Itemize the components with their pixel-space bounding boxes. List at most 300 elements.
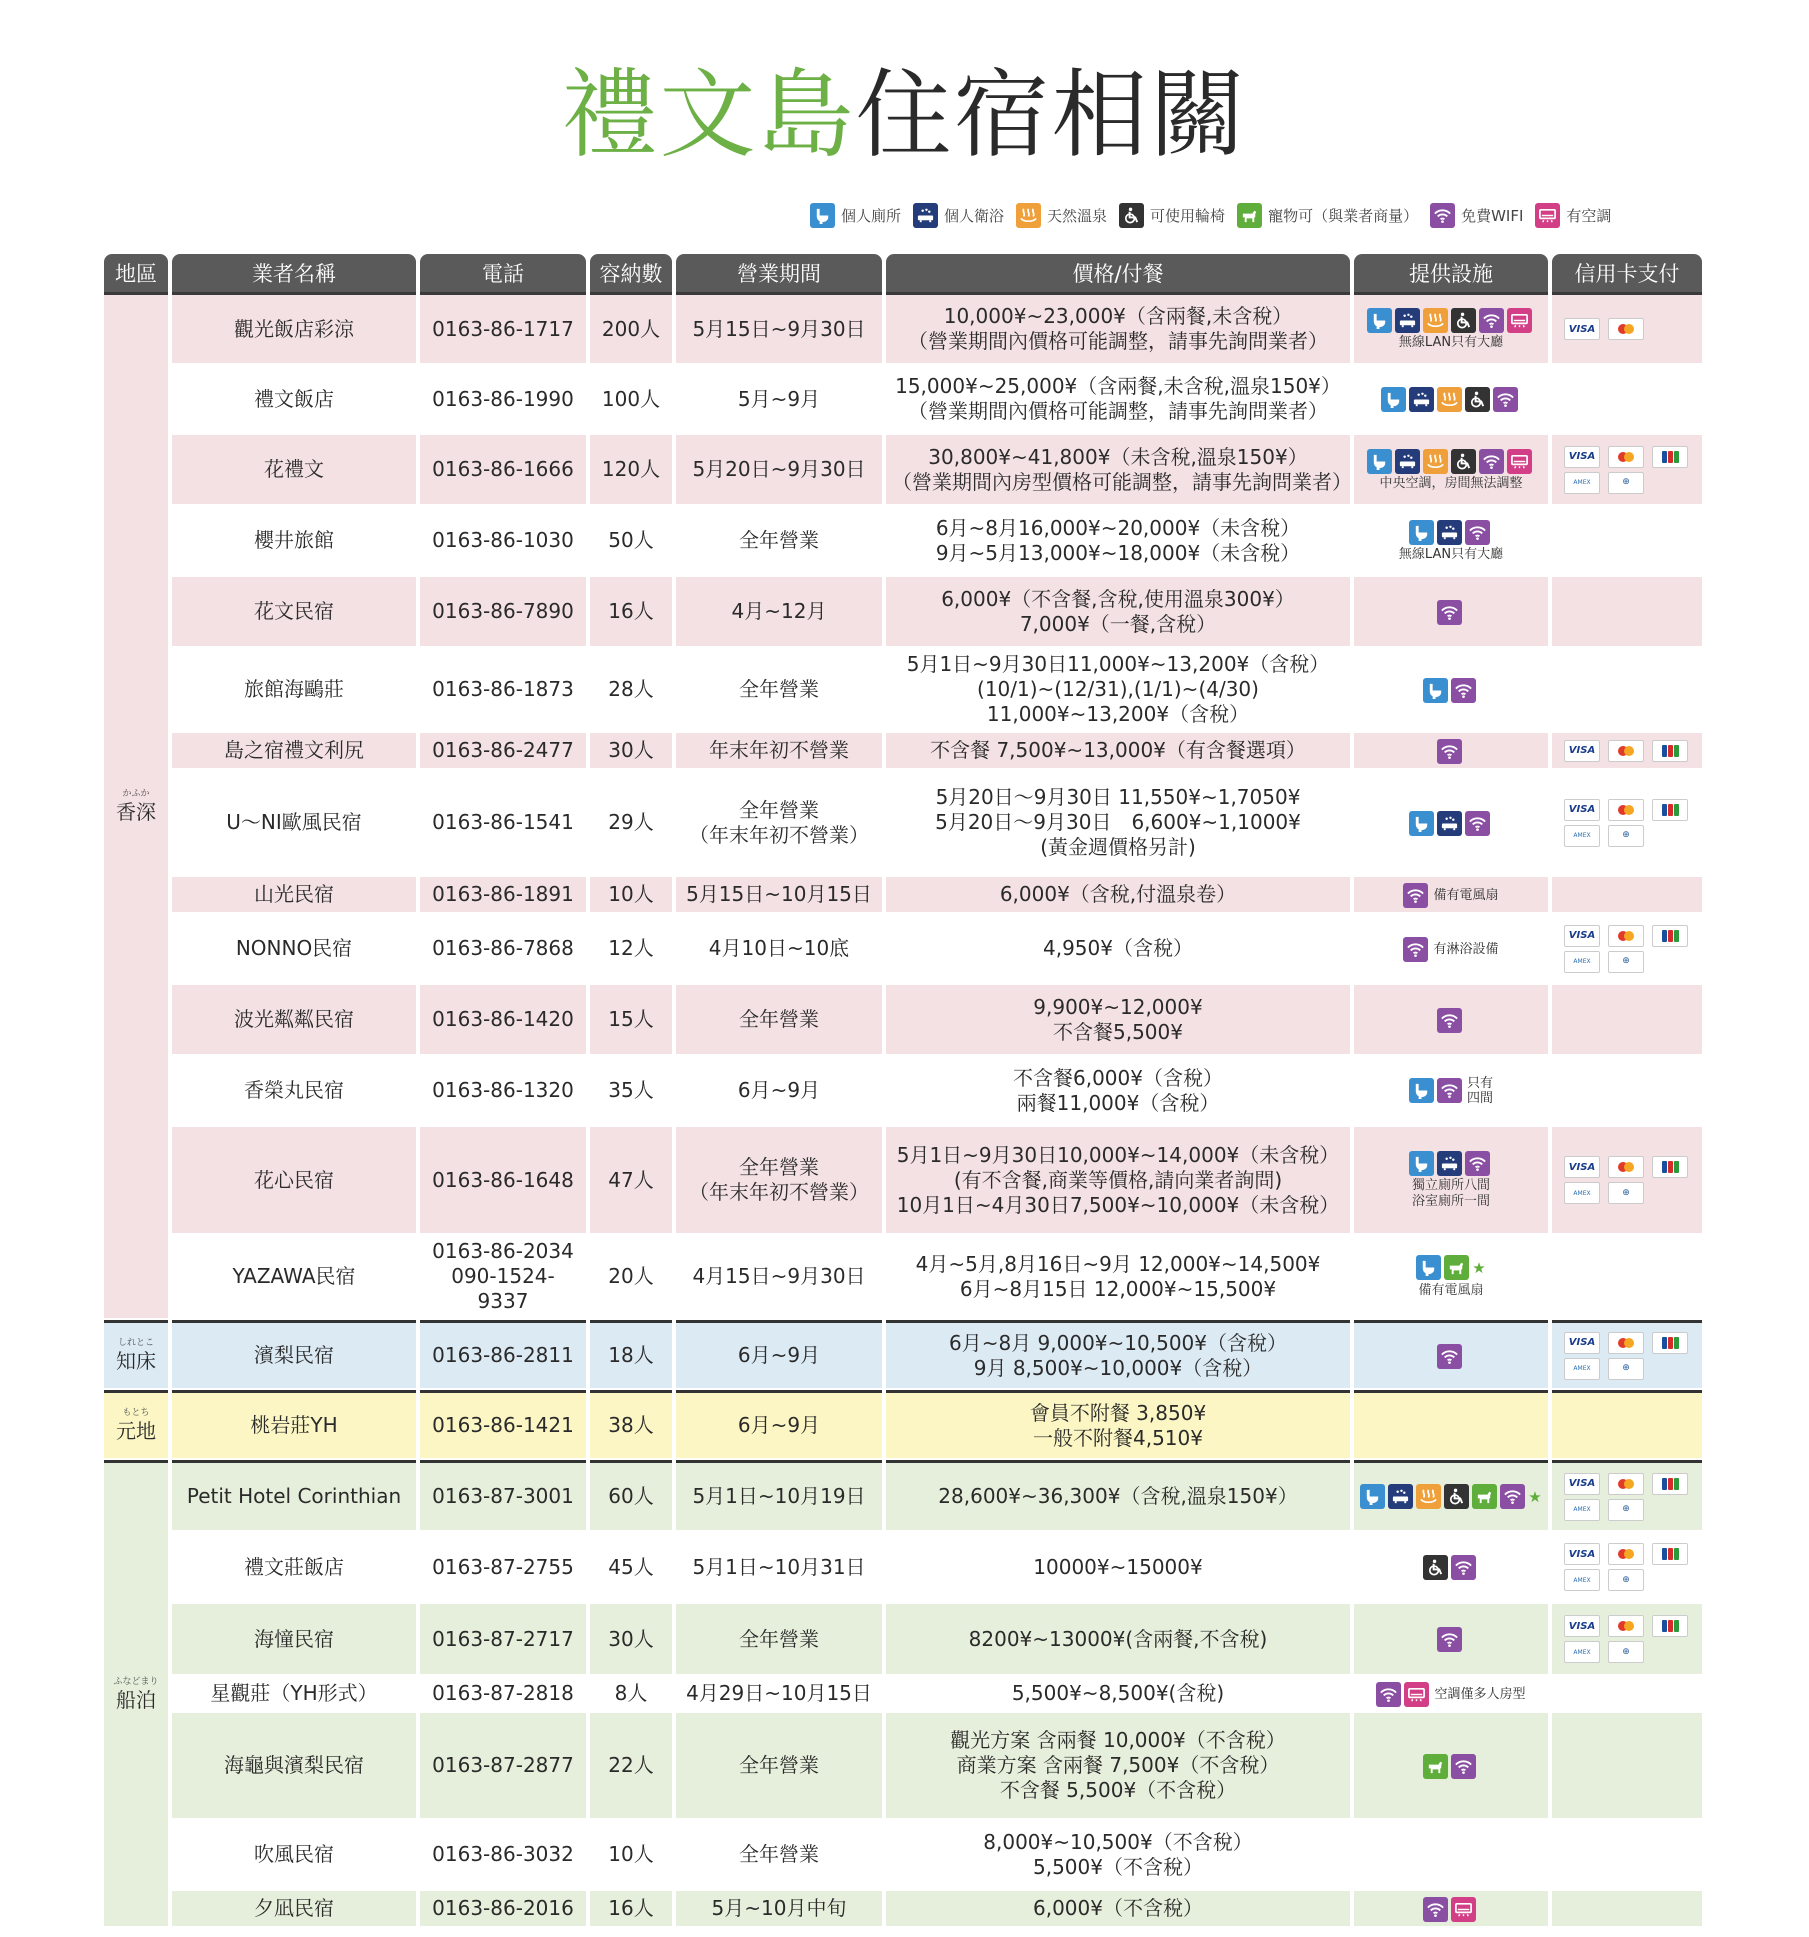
column-header: 信用卡支付 — [1552, 254, 1702, 295]
business-period: 5月~10月中旬 — [676, 1891, 882, 1928]
business-name: 禮文莊飯店 — [172, 1532, 416, 1604]
facilities-cell — [1354, 1820, 1548, 1891]
capacity: 35人 — [590, 1056, 672, 1127]
phone-number: 0163-86-7890 — [420, 577, 586, 648]
capacity: 18人 — [590, 1320, 672, 1390]
bath-icon — [913, 203, 938, 228]
legend-label: 可使用輪椅 — [1150, 206, 1226, 225]
facilities-cell — [1354, 1532, 1548, 1604]
facilities-cell — [1354, 1891, 1548, 1928]
business-period: 5月15日~9月30日 — [676, 295, 882, 365]
facility-note: 獨立廁所八間 浴室廁所一間 — [1411, 1178, 1490, 1209]
business-name: 櫻井旅館 — [172, 506, 416, 577]
credit-card-cell — [1552, 877, 1702, 914]
toilet-icon — [1409, 520, 1434, 545]
column-header: 容納數 — [590, 254, 672, 295]
table-row — [104, 506, 1702, 577]
credit-cards — [1558, 740, 1696, 762]
facilities-cell — [1354, 1127, 1548, 1235]
legend-item — [913, 203, 1004, 228]
bath-icon — [1395, 449, 1420, 474]
wifi-icon — [1437, 600, 1462, 625]
mastercard-icon — [1608, 1615, 1644, 1637]
table-row — [104, 577, 1702, 648]
wheelchair-icon — [1451, 308, 1476, 333]
facility-note: 備有電風扇 — [1433, 887, 1499, 903]
phone-number: 0163-86-3032 — [420, 1820, 586, 1891]
business-period: 5月15日~10月15日 — [676, 877, 882, 914]
facilities-cell — [1354, 877, 1548, 914]
amex-card-icon: AMEX — [1564, 1499, 1600, 1521]
business-period: 全年營業 — [676, 985, 882, 1056]
table-row — [104, 648, 1702, 733]
capacity: 16人 — [590, 577, 672, 648]
capacity: 100人 — [590, 365, 672, 435]
price-meals: 6,000¥（不含稅） — [886, 1891, 1350, 1928]
business-period: 4月15日~9月30日 — [676, 1235, 882, 1320]
toilet-icon — [1367, 308, 1392, 333]
wifi-icon — [1500, 1484, 1525, 1509]
table-row — [104, 877, 1702, 914]
facilities-cell — [1354, 985, 1548, 1056]
phone-number: 0163-86-1990 — [420, 365, 586, 435]
facilities-cell — [1354, 1320, 1548, 1390]
legend-label: 免費WIFI — [1461, 206, 1524, 225]
diners-club-card-icon: ⊕ — [1608, 1358, 1644, 1380]
onsen-icon — [1423, 308, 1448, 333]
business-period: 5月1日~10月31日 — [676, 1532, 882, 1604]
region-name: 船泊 — [116, 1688, 156, 1712]
wheelchair-icon — [1444, 1484, 1469, 1509]
wifi-icon — [1430, 203, 1455, 228]
diners-club-card-icon: ⊕ — [1608, 1182, 1644, 1204]
onsen-icon — [1416, 1484, 1441, 1509]
business-name: 花禮文 — [172, 435, 416, 506]
business-period: 4月29日~10月15日 — [676, 1676, 882, 1713]
business-period: 6月~9月 — [676, 1056, 882, 1127]
toilet-icon — [810, 203, 835, 228]
column-header: 地區 — [104, 254, 168, 295]
capacity: 200人 — [590, 295, 672, 365]
table-row — [104, 1235, 1702, 1320]
phone-number: 0163-86-2034 090-1524-9337 — [420, 1235, 586, 1320]
credit-card-cell — [1552, 1532, 1702, 1604]
phone-number: 0163-86-1030 — [420, 506, 586, 577]
ac-icon — [1404, 1682, 1429, 1707]
jcb-card-icon — [1652, 799, 1688, 821]
business-name: U～NI歐風民宿 — [172, 770, 416, 877]
business-period: 全年營業 — [676, 1820, 882, 1891]
capacity: 30人 — [590, 1604, 672, 1676]
mastercard-icon — [1608, 1543, 1644, 1565]
credit-cards — [1558, 1615, 1696, 1663]
credit-cards — [1558, 925, 1696, 973]
legend-label: 天然溫泉 — [1047, 206, 1108, 225]
business-period: 全年營業 （年末年初不營業） — [676, 770, 882, 877]
credit-card-cell — [1552, 1320, 1702, 1390]
business-name: 禮文飯店 — [172, 365, 416, 435]
price-meals: 9,900¥~12,000¥ 不含餐5,500¥ — [886, 985, 1350, 1056]
facility-note: 空調僅多人房型 — [1434, 1686, 1526, 1702]
visa-card-icon: VISA — [1564, 1332, 1600, 1354]
price-meals: 10,000¥~23,000¥（含兩餐,未含稅） （營業期間內價格可能調整，請事先詢問業者） — [886, 295, 1350, 365]
wifi-icon — [1437, 1078, 1462, 1103]
phone-number: 0163-86-2016 — [420, 1891, 586, 1928]
facilities-cell — [1354, 1460, 1548, 1532]
column-header: 價格/付餐 — [886, 254, 1350, 295]
facilities-cell — [1354, 733, 1548, 770]
price-meals: 6月~8月16,000¥~20,000¥（未含稅） 9月~5月13,000¥~18,000¥（未含稅） — [886, 506, 1350, 577]
business-period: 全年營業 — [676, 648, 882, 733]
wheelchair-icon — [1465, 387, 1490, 412]
region-name: 知床 — [116, 1349, 156, 1373]
visa-card-icon: VISA — [1564, 1615, 1600, 1637]
facilities-cell — [1354, 1056, 1548, 1127]
visa-card-icon: VISA — [1564, 318, 1600, 340]
wifi-icon — [1493, 387, 1518, 412]
capacity: 16人 — [590, 1891, 672, 1928]
onsen-icon — [1437, 387, 1462, 412]
credit-card-cell — [1552, 1235, 1702, 1320]
credit-card-cell — [1552, 733, 1702, 770]
wheelchair-icon — [1119, 203, 1144, 228]
wifi-icon — [1437, 1344, 1462, 1369]
credit-cards — [1558, 446, 1696, 494]
column-header: 提供設施 — [1354, 254, 1548, 295]
bath-icon — [1437, 811, 1462, 836]
table-row — [104, 1460, 1702, 1532]
mastercard-icon — [1608, 1473, 1644, 1495]
mastercard-icon — [1608, 1332, 1644, 1354]
price-meals: 5月1日~9月30日10,000¥~14,000¥（未含稅） (有不含餐,商業等價格,請向業者詢問) 10月1日~4月30日7,500¥~10,000¥（未含稅） — [886, 1127, 1350, 1235]
jcb-card-icon — [1652, 1156, 1688, 1178]
phone-number: 0163-86-1541 — [420, 770, 586, 877]
facilities-cell — [1354, 1390, 1548, 1460]
legend-item — [1016, 203, 1107, 228]
table-row — [104, 733, 1702, 770]
table-row — [104, 1390, 1702, 1460]
toilet-icon — [1423, 678, 1448, 703]
table-row — [104, 914, 1702, 985]
capacity: 38人 — [590, 1390, 672, 1460]
table-header — [104, 254, 1702, 295]
jcb-card-icon — [1652, 1473, 1688, 1495]
business-name: 旅館海鷗莊 — [172, 648, 416, 733]
table-row — [104, 365, 1702, 435]
phone-number: 0163-87-2717 — [420, 1604, 586, 1676]
price-meals: 6月~8月 9,000¥~10,500¥（含稅） 9月 8,500¥~10,000¥（含稅） — [886, 1320, 1350, 1390]
wifi-icon — [1465, 520, 1490, 545]
amex-card-icon: AMEX — [1564, 1641, 1600, 1663]
price-meals: 30,800¥~41,800¥（未含稅,溫泉150¥） （營業期間內房型價格可能調整，請事先詢問業者） — [886, 435, 1350, 506]
facility-legend — [810, 198, 1623, 232]
table-row — [104, 1713, 1702, 1820]
capacity: 10人 — [590, 877, 672, 914]
price-meals: 8,000¥~10,500¥（不含稅） 5,500¥（不含稅） — [886, 1820, 1350, 1891]
phone-number: 0163-87-2755 — [420, 1532, 586, 1604]
facility-note: 中央空調，房間無法調整 — [1379, 475, 1523, 491]
onsen-icon — [1016, 203, 1041, 228]
toilet-icon — [1381, 387, 1406, 412]
mastercard-icon — [1608, 740, 1644, 762]
jcb-card-icon — [1652, 925, 1688, 947]
legend-item — [1119, 203, 1225, 228]
diners-club-card-icon: ⊕ — [1608, 951, 1644, 973]
capacity: 60人 — [590, 1460, 672, 1532]
capacity: 47人 — [590, 1127, 672, 1235]
phone-number: 0163-86-2477 — [420, 733, 586, 770]
business-period: 4月10日~10底 — [676, 914, 882, 985]
facilities-cell — [1354, 1676, 1548, 1713]
visa-card-icon: VISA — [1564, 740, 1600, 762]
business-name: 觀光飯店彩涼 — [172, 295, 416, 365]
wifi-icon — [1423, 1897, 1448, 1922]
credit-card-cell — [1552, 1713, 1702, 1820]
table-row — [104, 1127, 1702, 1235]
diners-club-card-icon: ⊕ — [1608, 472, 1644, 494]
credit-card-cell — [1552, 1127, 1702, 1235]
facilities-cell — [1354, 295, 1548, 365]
region-cell — [104, 1320, 168, 1390]
ac-icon — [1451, 1897, 1476, 1922]
amex-card-icon: AMEX — [1564, 1358, 1600, 1380]
region-ruby: もとち — [122, 1408, 150, 1418]
business-name: Petit Hotel Corinthian — [172, 1460, 416, 1532]
wifi-icon — [1451, 678, 1476, 703]
wifi-icon — [1437, 1627, 1462, 1652]
wifi-icon — [1465, 1151, 1490, 1176]
business-name: 波光粼粼民宿 — [172, 985, 416, 1056]
capacity: 8人 — [590, 1676, 672, 1713]
wifi-icon — [1376, 1682, 1401, 1707]
capacity: 15人 — [590, 985, 672, 1056]
business-period: 6月~9月 — [676, 1390, 882, 1460]
credit-card-cell — [1552, 914, 1702, 985]
visa-card-icon: VISA — [1564, 446, 1600, 468]
business-name: 山光民宿 — [172, 877, 416, 914]
price-meals: 不含餐6,000¥（含稅） 兩餐11,000¥（含稅） — [886, 1056, 1350, 1127]
price-meals: 8200¥~13000¥(含兩餐,不含稅) — [886, 1604, 1350, 1676]
capacity: 20人 — [590, 1235, 672, 1320]
ac-icon — [1507, 449, 1532, 474]
toilet-icon — [1409, 811, 1434, 836]
table-row — [104, 1056, 1702, 1127]
mastercard-icon — [1608, 446, 1644, 468]
business-name: 濱梨民宿 — [172, 1320, 416, 1390]
facilities-cell — [1354, 435, 1548, 506]
phone-number: 0163-86-1320 — [420, 1056, 586, 1127]
phone-number: 0163-86-1873 — [420, 648, 586, 733]
facilities-cell — [1354, 365, 1548, 435]
price-meals: 觀光方案 含兩餐 10,000¥（不含稅） 商業方案 含兩餐 7,500¥（不含稅） 不含餐 5,500¥（不含稅） — [886, 1713, 1350, 1820]
region-cell — [104, 1390, 168, 1460]
business-name: 桃岩莊YH — [172, 1390, 416, 1460]
wifi-icon — [1479, 308, 1504, 333]
region-cell — [104, 1460, 168, 1928]
credit-card-cell — [1552, 365, 1702, 435]
amex-card-icon: AMEX — [1564, 951, 1600, 973]
capacity: 120人 — [590, 435, 672, 506]
business-name: 吹風民宿 — [172, 1820, 416, 1891]
region-ruby: かふか — [122, 789, 150, 799]
price-meals: 5,500¥~8,500¥(含稅) — [886, 1676, 1350, 1713]
price-meals: 5月1日~9月30日11,000¥~13,200¥（含稅） (10/1)~(12/31),(1/1)~(4/30) 11,000¥~13,200¥（含稅） — [886, 648, 1350, 733]
pet-icon — [1444, 1255, 1469, 1280]
bath-icon — [1395, 308, 1420, 333]
table-row — [104, 1604, 1702, 1676]
capacity: 10人 — [590, 1820, 672, 1891]
facilities-cell — [1354, 506, 1548, 577]
jcb-card-icon — [1652, 1543, 1688, 1565]
credit-cards — [1558, 318, 1696, 340]
facility-note: 有淋浴設備 — [1433, 941, 1499, 957]
legend-item — [1237, 203, 1418, 228]
price-meals: 6,000¥（含稅,付溫泉卷） — [886, 877, 1350, 914]
region-ruby: しれとこ — [117, 1338, 154, 1348]
price-meals: 5月20日～9月30日 11,550¥~1,7050¥ 5月20日～9月30日 6,600¥~1,1000¥ (黃金週價格另計) — [886, 770, 1350, 877]
facilities-cell — [1354, 577, 1548, 648]
facility-note: 只有 四間 — [1466, 1075, 1493, 1106]
legend-item — [1535, 203, 1611, 228]
diners-club-card-icon: ⊕ — [1608, 1569, 1644, 1591]
facilities-cell — [1354, 770, 1548, 877]
pet-icon — [1472, 1484, 1497, 1509]
table-row — [104, 1891, 1702, 1928]
table-row — [104, 770, 1702, 877]
credit-card-cell — [1552, 1056, 1702, 1127]
visa-card-icon: VISA — [1564, 1156, 1600, 1178]
facilities-cell — [1354, 914, 1548, 985]
price-meals: 會員不附餐 3,850¥ 一般不附餐4,510¥ — [886, 1390, 1350, 1460]
jcb-card-icon — [1652, 446, 1688, 468]
wifi-icon — [1465, 811, 1490, 836]
capacity: 45人 — [590, 1532, 672, 1604]
toilet-icon — [1409, 1151, 1434, 1176]
business-period: 6月~9月 — [676, 1320, 882, 1390]
price-meals: 10000¥~15000¥ — [886, 1532, 1350, 1604]
visa-card-icon: VISA — [1564, 1473, 1600, 1495]
credit-card-cell — [1552, 1891, 1702, 1928]
facilities-cell — [1354, 1604, 1548, 1676]
business-period: 5月20日~9月30日 — [676, 435, 882, 506]
phone-number: 0163-86-1666 — [420, 435, 586, 506]
wheelchair-icon — [1451, 449, 1476, 474]
bath-icon — [1437, 520, 1462, 545]
business-period: 5月~9月 — [676, 365, 882, 435]
capacity: 29人 — [590, 770, 672, 877]
region-cell — [104, 295, 168, 1320]
business-period: 5月1日~10月19日 — [676, 1460, 882, 1532]
facility-note: 無線LAN只有大廳 — [1398, 335, 1504, 350]
wheelchair-icon — [1423, 1555, 1448, 1580]
credit-card-cell — [1552, 1390, 1702, 1460]
business-period: 全年營業 — [676, 506, 882, 577]
credit-card-cell — [1552, 1820, 1702, 1891]
table-row — [104, 1676, 1702, 1713]
legend-label: 個人廁所 — [841, 206, 902, 225]
pet-icon — [1237, 203, 1262, 228]
visa-card-icon: VISA — [1564, 799, 1600, 821]
credit-card-cell — [1552, 648, 1702, 733]
mastercard-icon — [1608, 799, 1644, 821]
wifi-icon — [1403, 883, 1428, 908]
mastercard-icon — [1608, 925, 1644, 947]
star-icon: ★ — [1528, 1488, 1542, 1506]
ac-icon — [1507, 308, 1532, 333]
region-ruby: ふなどまり — [113, 1677, 159, 1687]
diners-club-card-icon: ⊕ — [1608, 1641, 1644, 1663]
facilities-cell — [1354, 648, 1548, 733]
business-name: 海憧民宿 — [172, 1604, 416, 1676]
business-name: YAZAWA民宿 — [172, 1235, 416, 1320]
table-row — [104, 435, 1702, 506]
wifi-icon — [1451, 1555, 1476, 1580]
facility-note: 無線LAN只有大廳 — [1398, 546, 1504, 562]
legend-label: 寵物可（與業者商量） — [1268, 206, 1419, 225]
mastercard-icon — [1608, 318, 1644, 340]
jcb-card-icon — [1652, 740, 1688, 762]
wifi-icon — [1437, 1008, 1462, 1033]
jcb-card-icon — [1652, 1332, 1688, 1354]
facilities-cell — [1354, 1713, 1548, 1820]
amex-card-icon: AMEX — [1564, 1569, 1600, 1591]
capacity: 12人 — [590, 914, 672, 985]
page-title: 禮文島住宿相關 — [561, 59, 1248, 171]
toilet-icon — [1409, 1078, 1434, 1103]
credit-card-cell — [1552, 985, 1702, 1056]
amex-card-icon: AMEX — [1564, 1182, 1600, 1204]
price-meals: 6,000¥（不含餐,含稅,使用溫泉300¥） 7,000¥（一餐,含稅） — [886, 577, 1350, 648]
toilet-icon — [1367, 449, 1392, 474]
diners-club-card-icon: ⊕ — [1608, 1499, 1644, 1521]
credit-card-cell — [1552, 435, 1702, 506]
price-meals: 28,600¥~36,300¥（含稅,溫泉150¥） — [886, 1460, 1350, 1532]
phone-number: 0163-86-1891 — [420, 877, 586, 914]
legend-item — [1430, 203, 1523, 228]
toilet-icon — [1360, 1484, 1385, 1509]
legend-item — [810, 203, 901, 228]
bath-icon — [1437, 1151, 1462, 1176]
capacity: 30人 — [590, 733, 672, 770]
facility-note: 備有電風扇 — [1418, 1283, 1484, 1298]
visa-card-icon: VISA — [1564, 925, 1600, 947]
toilet-icon — [1416, 1255, 1441, 1280]
wifi-icon — [1479, 449, 1504, 474]
phone-number: 0163-86-1648 — [420, 1127, 586, 1235]
business-period: 4月~12月 — [676, 577, 882, 648]
table-row — [104, 1532, 1702, 1604]
capacity: 28人 — [590, 648, 672, 733]
credit-card-cell — [1552, 295, 1702, 365]
legend-label: 有空調 — [1566, 206, 1612, 225]
business-name: 香榮丸民宿 — [172, 1056, 416, 1127]
mastercard-icon — [1608, 1156, 1644, 1178]
credit-card-cell — [1552, 1460, 1702, 1532]
bath-icon — [1409, 387, 1434, 412]
amex-card-icon: AMEX — [1564, 472, 1600, 494]
phone-number: 0163-87-2818 — [420, 1676, 586, 1713]
business-name: 花心民宿 — [172, 1127, 416, 1235]
credit-card-cell — [1552, 1604, 1702, 1676]
phone-number: 0163-86-1717 — [420, 295, 586, 365]
ac-icon — [1535, 203, 1560, 228]
region-name: 元地 — [116, 1419, 156, 1443]
business-period: 年末年初不營業 — [676, 733, 882, 770]
phone-number: 0163-86-1421 — [420, 1390, 586, 1460]
price-meals: 15,000¥~25,000¥（含兩餐,未含稅,溫泉150¥） （營業期間內價格可能調整，請事先詢問業者） — [886, 365, 1350, 435]
onsen-icon — [1423, 449, 1448, 474]
business-name: 島之宿禮文利尻 — [172, 733, 416, 770]
